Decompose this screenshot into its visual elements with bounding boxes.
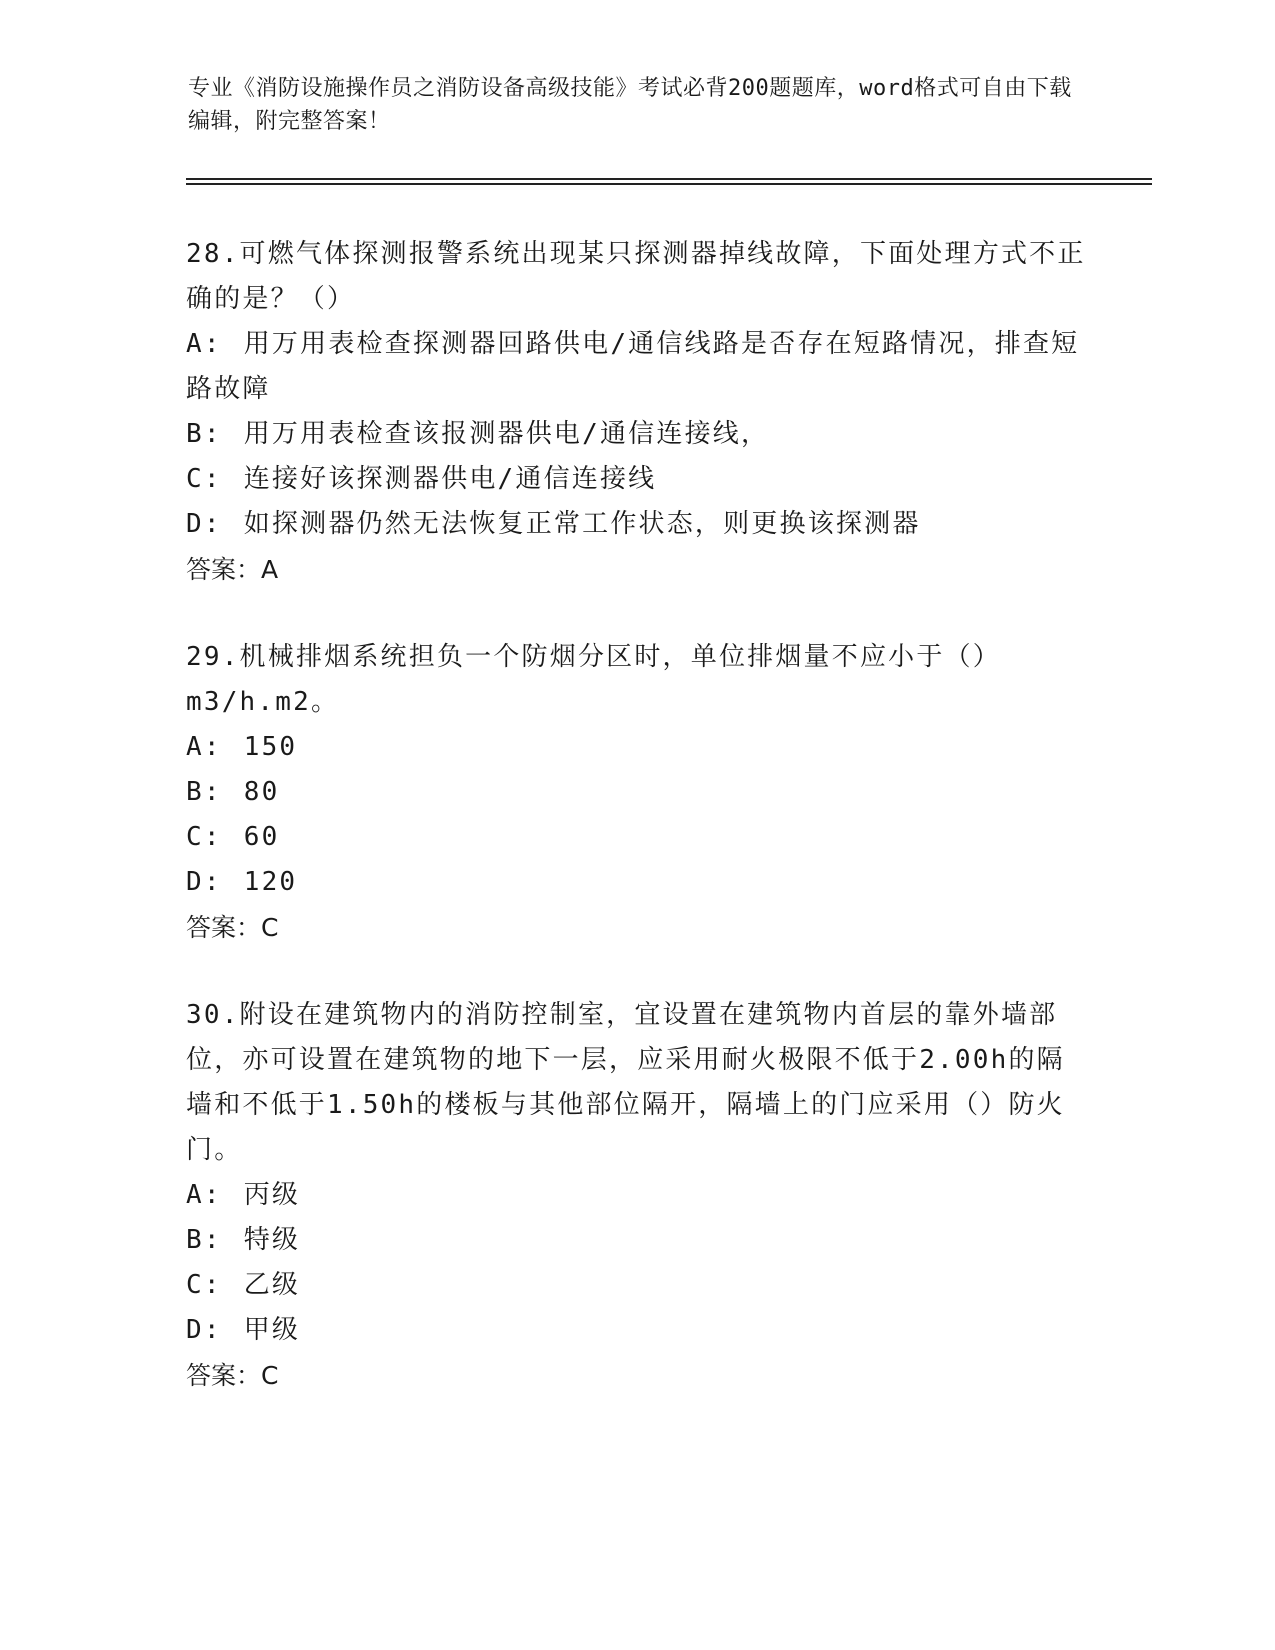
question-stem: 29.机械排烟系统担负一个防烟分区时，单位排烟量不应小于（）m3/h.m2。 — [186, 642, 1001, 717]
option-c — [186, 815, 1086, 860]
option-text: 用万用表检查探测器回路供电/通信线路是否存在短路情况，排查短路故障 — [186, 329, 1080, 404]
option-letter: A: — [186, 732, 222, 762]
option-b — [186, 1218, 1086, 1263]
header-rule-bottom — [186, 183, 1152, 185]
option-text: 乙级 — [243, 1270, 301, 1300]
option-d — [186, 502, 1086, 547]
option-text: 150 — [243, 732, 298, 762]
option-text: 丙级 — [243, 1180, 301, 1210]
option-text: 60 — [243, 822, 280, 852]
option-a — [186, 1173, 1086, 1218]
option-letter: D: — [186, 509, 222, 539]
option-text: 连接好该探测器供电/通信连接线 — [243, 464, 657, 494]
option-letter: A: — [186, 1180, 222, 1210]
option-text: 甲级 — [243, 1315, 301, 1345]
question-list — [186, 232, 1086, 1441]
option-letter: D: — [186, 1315, 222, 1345]
option-text: 80 — [243, 777, 280, 807]
option-letter: B: — [186, 1225, 222, 1255]
option-b — [186, 412, 1086, 457]
question-30 — [186, 993, 1086, 1398]
option-text: 用万用表检查该报测器供电/通信连接线， — [243, 419, 770, 449]
option-letter: A: — [186, 329, 222, 359]
option-a — [186, 322, 1086, 412]
option-d — [186, 860, 1086, 905]
question-stem: 30.附设在建筑物内的消防控制室，宜设置在建筑物内首层的靠外墙部位，亦可设置在建筑物的地下一层，应采用耐火极限不低于2.00h的隔墙和不低于1.50h的楼板与其他部位隔开，隔墙上的门应采用（）防火门。 — [186, 1000, 1065, 1165]
answer-line: 答案：C — [186, 1361, 279, 1390]
option-letter: D: — [186, 867, 222, 897]
option-letter: C: — [186, 1270, 222, 1300]
option-d — [186, 1308, 1086, 1353]
option-text: 特级 — [243, 1225, 301, 1255]
question-28 — [186, 232, 1086, 592]
question-29 — [186, 635, 1086, 950]
header-rule-top — [186, 178, 1152, 180]
answer-line: 答案：A — [186, 555, 279, 584]
question-stem: 28.可燃气体探测报警系统出现某只探测器掉线故障，下面处理方式不正确的是？（） — [186, 239, 1086, 314]
option-letter: C: — [186, 822, 222, 852]
option-text: 如探测器仍然无法恢复正常工作状态，则更换该探测器 — [243, 509, 921, 539]
option-b — [186, 770, 1086, 815]
answer-line: 答案：C — [186, 913, 279, 942]
option-c — [186, 1263, 1086, 1308]
option-text: 120 — [243, 867, 298, 897]
option-letter: B: — [186, 419, 222, 449]
option-letter: C: — [186, 464, 222, 494]
option-letter: B: — [186, 777, 222, 807]
header-text: 专业《消防设施操作员之消防设备高级技能》考试必背200题题库，word格式可自由下载编辑，附完整答案！ — [188, 76, 1072, 134]
option-a — [186, 725, 1086, 770]
option-c — [186, 457, 1086, 502]
